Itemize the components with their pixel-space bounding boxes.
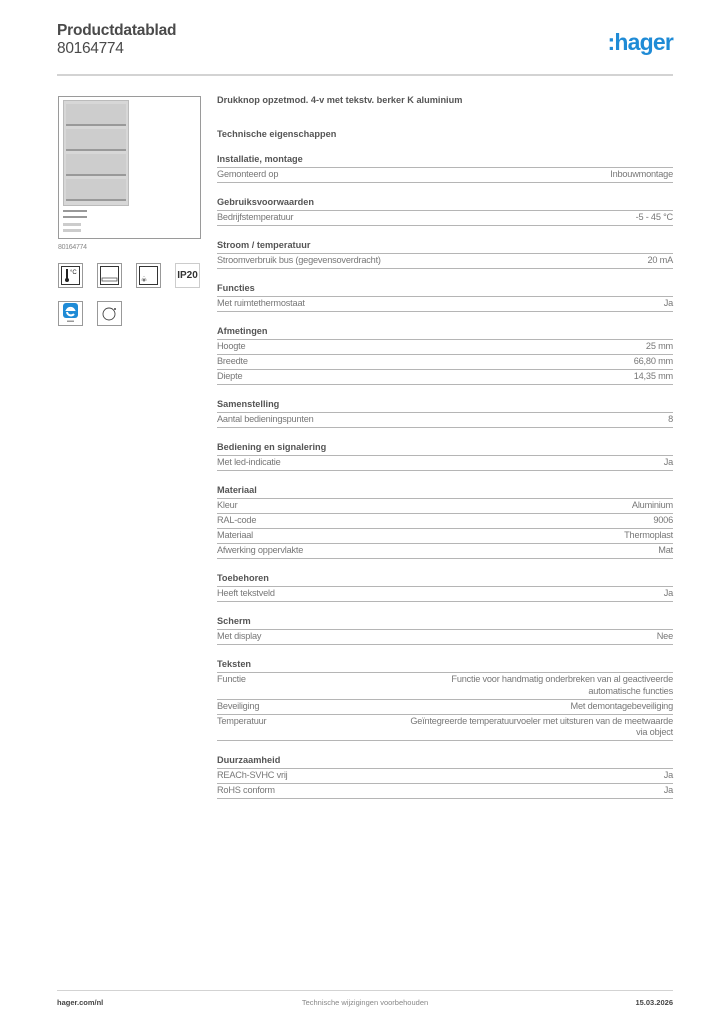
push-button-key-4 xyxy=(66,179,126,201)
header-divider xyxy=(57,74,673,76)
spec-row xyxy=(217,413,673,428)
room-thermostat-icon xyxy=(58,263,83,288)
ring-connection-icon xyxy=(97,301,122,326)
spec-group-title: Scherm xyxy=(217,616,673,630)
spec-label: Kleur xyxy=(217,500,238,510)
spec-row xyxy=(217,673,673,700)
spec-group-title: Materiaal xyxy=(217,485,673,499)
spec-group-title: Functies xyxy=(217,283,673,297)
spec-group-title: Gebruiksvoorwaarden xyxy=(217,197,673,211)
easy-configuration-icon xyxy=(58,301,83,326)
spec-value: Met demontagebeveiliging xyxy=(570,700,673,711)
push-button-key-3 xyxy=(66,154,126,176)
spec-label: Bedrijfstemperatuur xyxy=(217,212,294,222)
disclaimer: Technische wijzigingen voorbehouden xyxy=(301,998,429,1007)
print-date: 15.03.2026 xyxy=(635,998,673,1007)
spec-row xyxy=(217,769,673,784)
image-caption-line xyxy=(63,223,81,226)
spec-group-title: Bediening en signalering xyxy=(217,442,673,456)
product-name: Drukknop opzetmod. 4-v met tekstv. berker K aluminium xyxy=(217,95,463,105)
spec-row xyxy=(217,297,673,312)
spec-value: Ja xyxy=(663,770,673,780)
spec-value: Ja xyxy=(663,298,673,308)
led-indication-icon xyxy=(136,263,161,288)
spec-label: Met led-indicatie xyxy=(217,457,281,467)
spec-row xyxy=(217,499,673,514)
spec-value: Mat xyxy=(658,545,673,555)
page-header xyxy=(57,22,673,72)
push-button-key-2 xyxy=(66,129,126,151)
document-title: Productdatablad xyxy=(57,22,177,39)
website-link[interactable]: hager.com/nl xyxy=(57,998,104,1007)
spec-group xyxy=(217,197,673,226)
image-caption-line xyxy=(63,216,87,218)
spec-row xyxy=(217,456,673,471)
spec-group xyxy=(217,326,673,385)
svg-text:°C: °C xyxy=(70,270,77,276)
spec-value: Inbouwmontage xyxy=(610,169,673,179)
spec-group xyxy=(217,399,673,428)
spec-label: Heeft tekstveld xyxy=(217,588,275,598)
spec-label: Diepte xyxy=(217,371,243,381)
spec-group-title: Installatie, montage xyxy=(217,154,673,168)
spec-label: RoHS conform xyxy=(217,785,275,795)
spec-row xyxy=(217,715,673,742)
spec-label: Hoogte xyxy=(217,341,246,351)
spec-label: Beveiliging xyxy=(217,700,260,711)
spec-label: Met display xyxy=(217,631,262,641)
spec-value: Aluminium xyxy=(631,500,673,510)
spec-row xyxy=(217,587,673,602)
spec-group-title: Duurzaamheid xyxy=(217,755,673,769)
spec-row xyxy=(217,700,673,715)
spec-value: Ja xyxy=(663,785,673,795)
ip-rating-icon: IP20 xyxy=(175,263,200,288)
spec-row xyxy=(217,211,673,226)
spec-group xyxy=(217,283,673,312)
spec-value: 14,35 mm xyxy=(633,371,673,381)
spec-label: RAL-code xyxy=(217,515,257,525)
spec-group xyxy=(217,442,673,471)
spec-value: 20 mA xyxy=(647,255,673,265)
spec-value: 8 xyxy=(668,414,673,424)
spec-value: 66,80 mm xyxy=(633,356,673,366)
spec-row xyxy=(217,529,673,544)
product-number: 80164774 xyxy=(57,40,124,57)
image-caption-line xyxy=(63,210,87,212)
spec-group-title: Teksten xyxy=(217,659,673,673)
spec-row xyxy=(217,254,673,269)
display-text-field-icon xyxy=(97,263,122,288)
technical-specifications xyxy=(217,94,673,799)
push-button-key-1 xyxy=(66,104,126,126)
spec-group-title: Stroom / temperatuur xyxy=(217,240,673,254)
spec-groups xyxy=(217,154,673,799)
spec-group xyxy=(217,616,673,645)
section-title: Technische eigenschappen xyxy=(217,129,337,139)
spec-value: Nee xyxy=(656,631,673,641)
spec-group-title: Toebehoren xyxy=(217,573,673,587)
spec-row xyxy=(217,784,673,799)
spec-row xyxy=(217,168,673,183)
spec-label: Met ruimtethermostaat xyxy=(217,298,305,308)
spec-label: Temperatuur xyxy=(217,715,267,726)
spec-label: Aantal bedieningspunten xyxy=(217,414,314,424)
spec-group-title: Afmetingen xyxy=(217,326,673,340)
spec-label: REACh-SVHC vrij xyxy=(217,770,288,780)
spec-value: Ja xyxy=(663,588,673,598)
spec-row xyxy=(217,514,673,529)
spec-group xyxy=(217,659,673,741)
spec-row xyxy=(217,370,673,385)
hager-logo: :hager xyxy=(607,29,673,55)
spec-value: 25 mm xyxy=(645,341,673,351)
spec-group xyxy=(217,154,673,183)
spec-value: -5 - 45 °C xyxy=(635,212,673,222)
spec-group xyxy=(217,573,673,602)
spec-label: Breedte xyxy=(217,356,248,366)
spec-value: 9006 xyxy=(653,515,673,525)
spec-label: Functie xyxy=(217,674,246,684)
spec-label: Afwerking oppervlakte xyxy=(217,545,304,555)
product-plate xyxy=(63,100,129,206)
spec-row xyxy=(217,630,673,645)
spec-value: Functie voor handmatig onderbreken van al geactiveerde automatische functies xyxy=(451,674,673,696)
spec-value: Geïntegreerde temperatuurvoeler met uitsturen van de meetwaarde via object xyxy=(410,715,673,737)
spec-group xyxy=(217,240,673,269)
spec-group xyxy=(217,755,673,799)
spec-label: Stroomverbruik bus (gegevensoverdracht) xyxy=(217,255,381,265)
article-code: 80164774 xyxy=(58,244,87,251)
spec-group-title: Samenstelling xyxy=(217,399,673,413)
spec-value: Thermoplast xyxy=(624,530,673,540)
spec-value: Ja xyxy=(663,457,673,467)
spec-row xyxy=(217,340,673,355)
spec-label: Gemonteerd op xyxy=(217,169,279,179)
spec-row xyxy=(217,544,673,559)
spec-row xyxy=(217,355,673,370)
spec-label: Materiaal xyxy=(217,530,253,540)
spec-group xyxy=(217,485,673,559)
footer-divider xyxy=(57,990,673,991)
image-caption-line xyxy=(63,229,81,232)
product-image xyxy=(58,96,201,239)
